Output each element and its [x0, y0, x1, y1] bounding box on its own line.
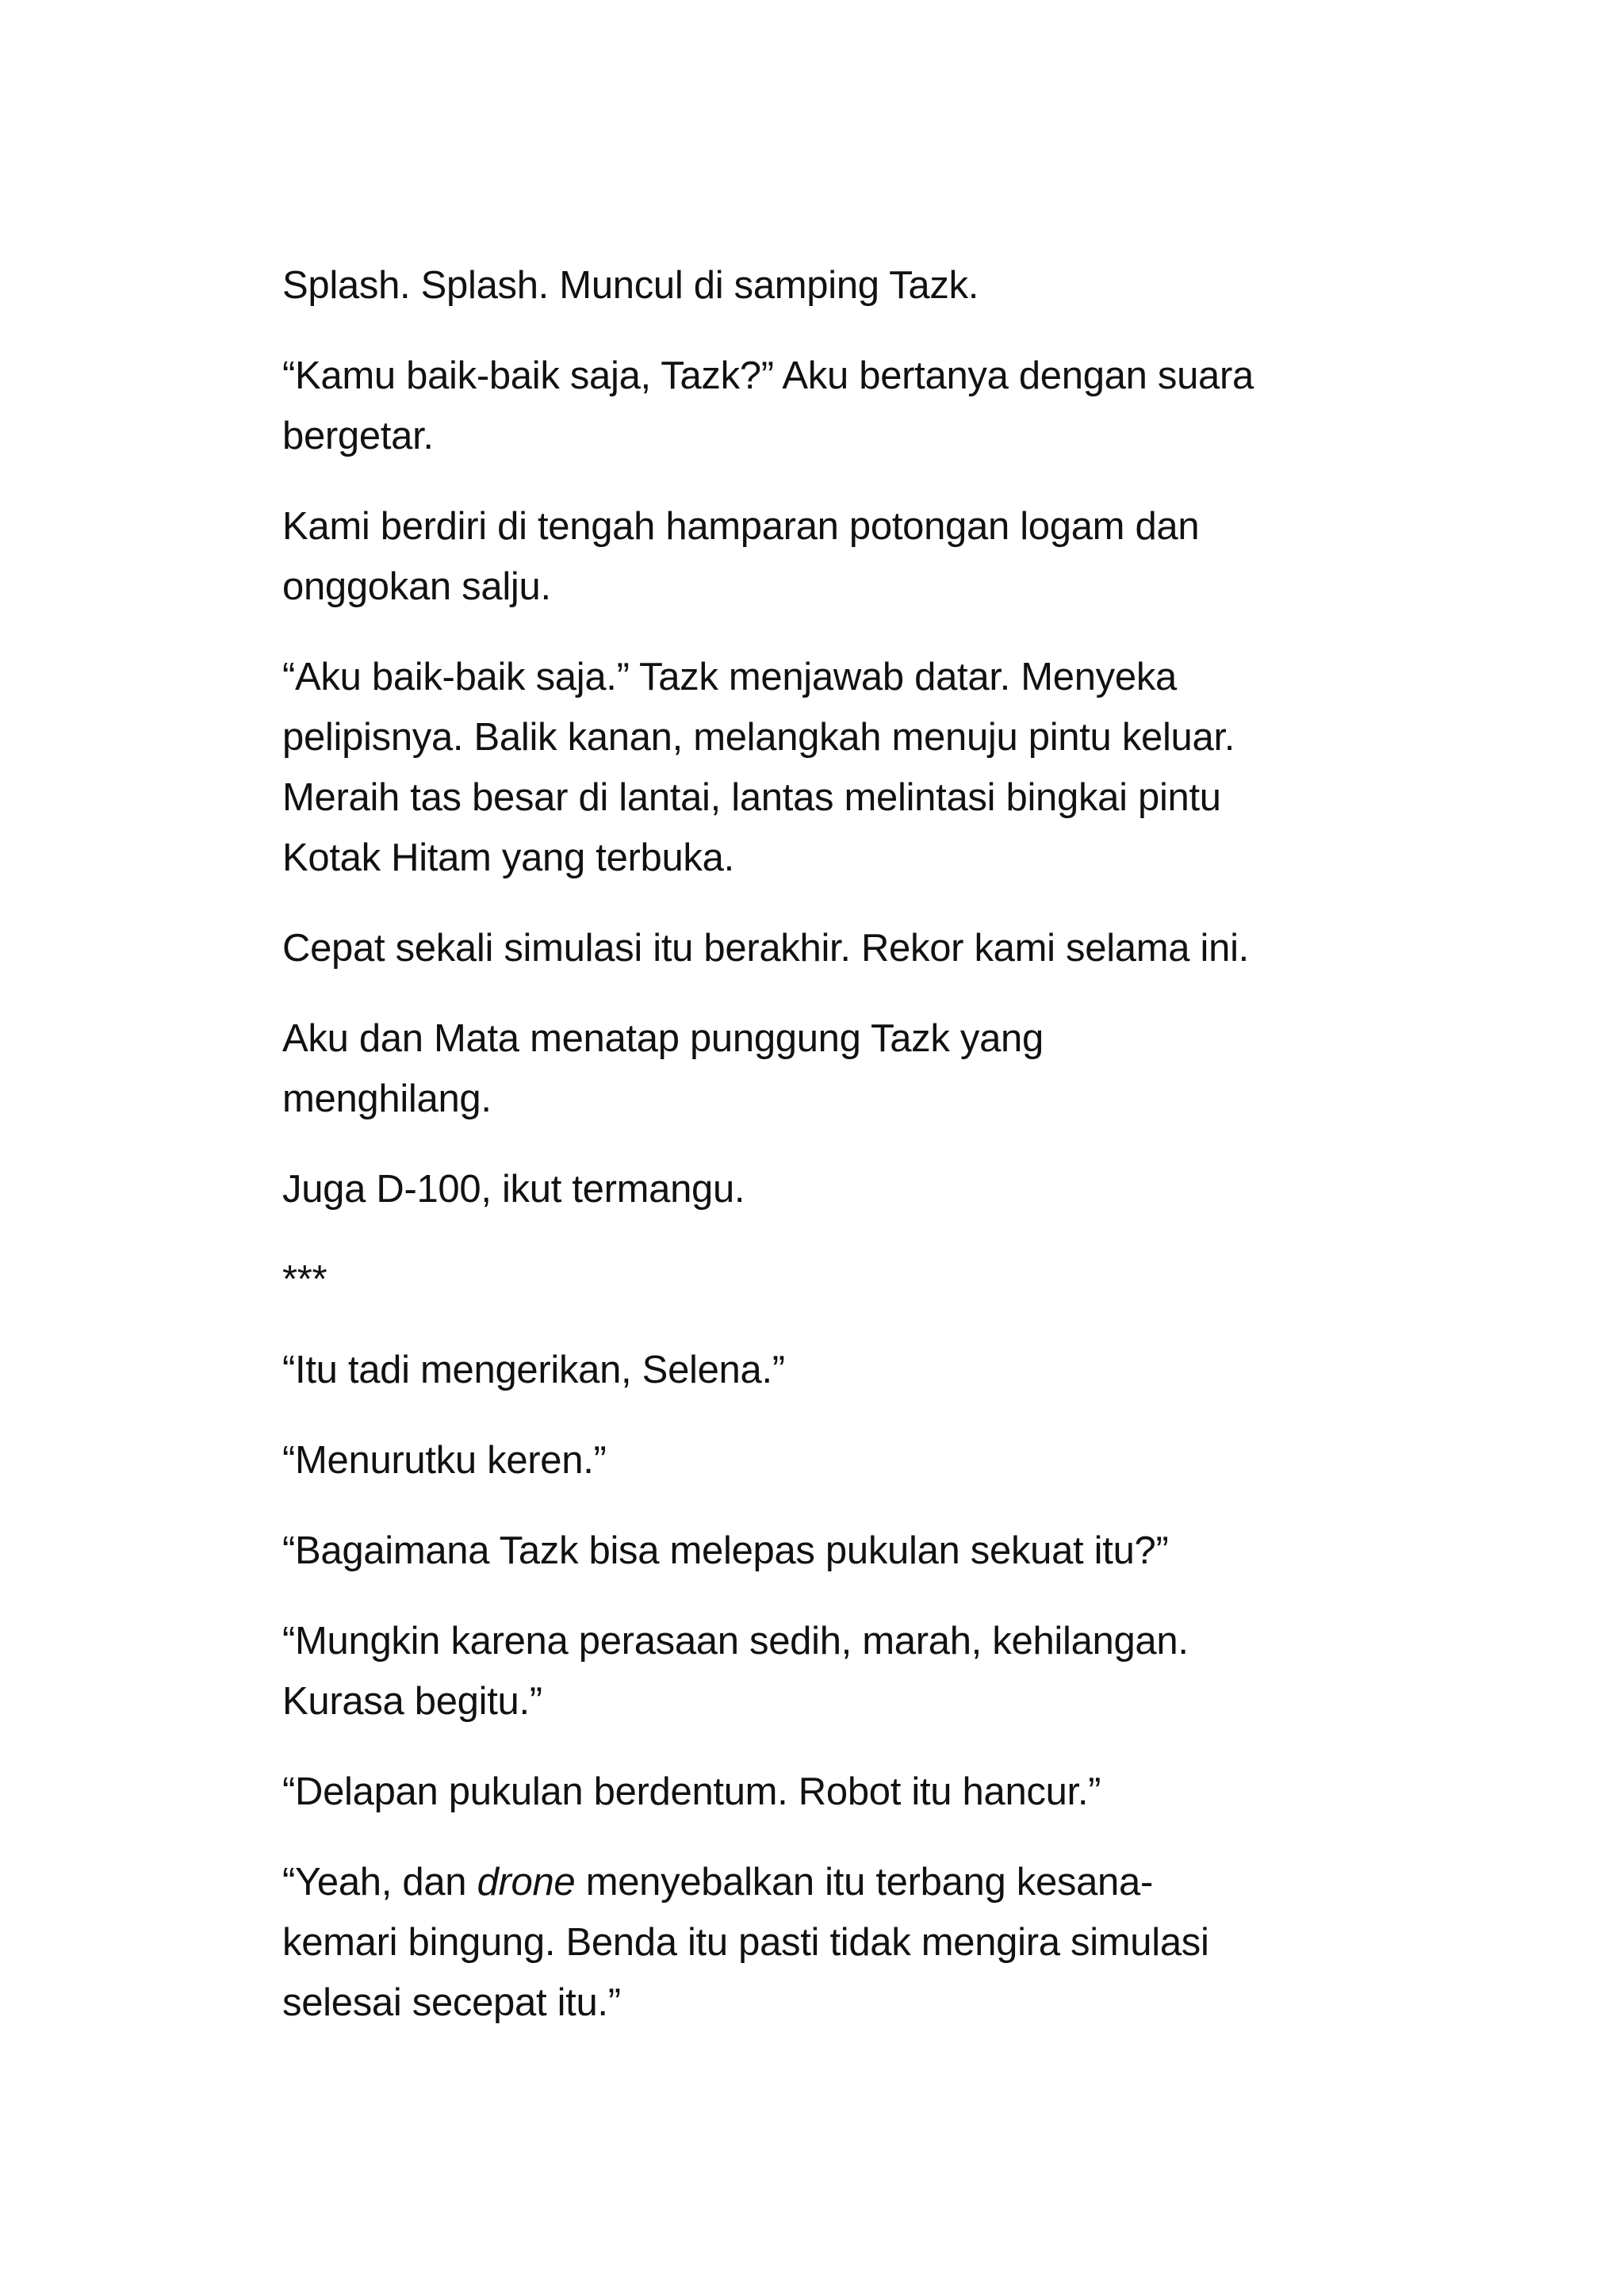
text-span: kemari bingung. Benda itu pasti tidak mengira simulasi — [282, 1921, 1209, 1964]
text-span: selesai secepat itu.” — [282, 1981, 621, 2024]
text-line — [282, 496, 1392, 557]
text-line — [282, 707, 1392, 767]
text-span: Splash. Splash. Muncul di samping Tazk. — [282, 264, 979, 307]
text-span: “Itu tadi mengerikan, Selena.” — [282, 1349, 785, 1391]
text-line — [282, 1912, 1392, 1973]
text-line — [282, 1069, 1392, 1129]
text-span: “Mungkin karena perasaan sedih, marah, kehilangan. — [282, 1620, 1189, 1663]
text-span: pelipisnya. Balik kanan, melangkah menuju pintu keluar. — [282, 716, 1235, 759]
paragraph — [282, 496, 1392, 617]
text-span: “Bagaimana Tazk bisa melepas pukulan sekuat itu?” — [282, 1529, 1169, 1572]
paragraph — [282, 346, 1392, 466]
paragraph — [282, 255, 1392, 316]
text-line — [282, 767, 1392, 828]
text-span: *** — [282, 1258, 327, 1301]
text-line — [282, 1521, 1392, 1581]
text-line — [282, 1762, 1392, 1822]
text-line — [282, 1340, 1392, 1400]
paragraph — [282, 918, 1392, 978]
text-line — [282, 1671, 1392, 1732]
text-line — [282, 255, 1392, 316]
paragraph — [282, 647, 1392, 888]
text-line — [282, 1008, 1392, 1069]
paragraph — [282, 1008, 1392, 1129]
text-line — [282, 1611, 1392, 1671]
body-text — [282, 255, 1392, 2063]
text-span: “Menurutku keren.” — [282, 1439, 607, 1482]
text-line — [282, 406, 1392, 466]
text-line — [282, 1430, 1392, 1490]
text-span: menyebalkan itu terbang kesana- — [575, 1861, 1153, 1904]
text-span: “Kamu baik-baik saja, Tazk?” Aku bertanya dengan suara — [282, 354, 1254, 397]
paragraph — [282, 1521, 1392, 1581]
text-line — [282, 557, 1392, 617]
paragraph — [282, 1159, 1392, 1219]
text-line — [282, 1159, 1392, 1219]
text-span: menghilang. — [282, 1077, 492, 1120]
text-line — [282, 918, 1392, 978]
text-span: “Aku baik-baik saja.” Tazk menjawab datar. Menyeka — [282, 656, 1177, 698]
text-line — [282, 346, 1392, 406]
text-span: Aku dan Mata menatap punggung Tazk yang — [282, 1017, 1044, 1060]
text-span: “Yeah, dan — [282, 1861, 477, 1904]
text-span: Meraih tas besar di lantai, lantas melintasi bingkai pintu — [282, 776, 1221, 819]
text-span: bergetar. — [282, 415, 434, 457]
text-line — [282, 1852, 1392, 1912]
text-line — [282, 647, 1392, 707]
text-line — [282, 1973, 1392, 2033]
paragraph — [282, 1430, 1392, 1490]
paragraph — [282, 1611, 1392, 1732]
text-span: onggokan salju. — [282, 565, 551, 608]
emphasis-text: drone — [477, 1861, 576, 1904]
paragraph — [282, 1762, 1392, 1822]
text-span: “Delapan pukulan berdentum. Robot itu hancur.” — [282, 1770, 1101, 1813]
text-span: Cepat sekali simulasi itu berakhir. Rekor kami selama ini. — [282, 927, 1249, 970]
text-span: Kotak Hitam yang terbuka. — [282, 836, 734, 879]
text-line — [282, 1249, 1392, 1310]
paragraph — [282, 1340, 1392, 1400]
text-span: Juga D-100, ikut termangu. — [282, 1168, 745, 1211]
text-span: Kami berdiri di tengah hamparan potongan logam dan — [282, 505, 1200, 548]
text-line — [282, 828, 1392, 888]
paragraph — [282, 1852, 1392, 2033]
text-span: Kurasa begitu.” — [282, 1680, 542, 1723]
paragraph — [282, 1249, 1392, 1310]
